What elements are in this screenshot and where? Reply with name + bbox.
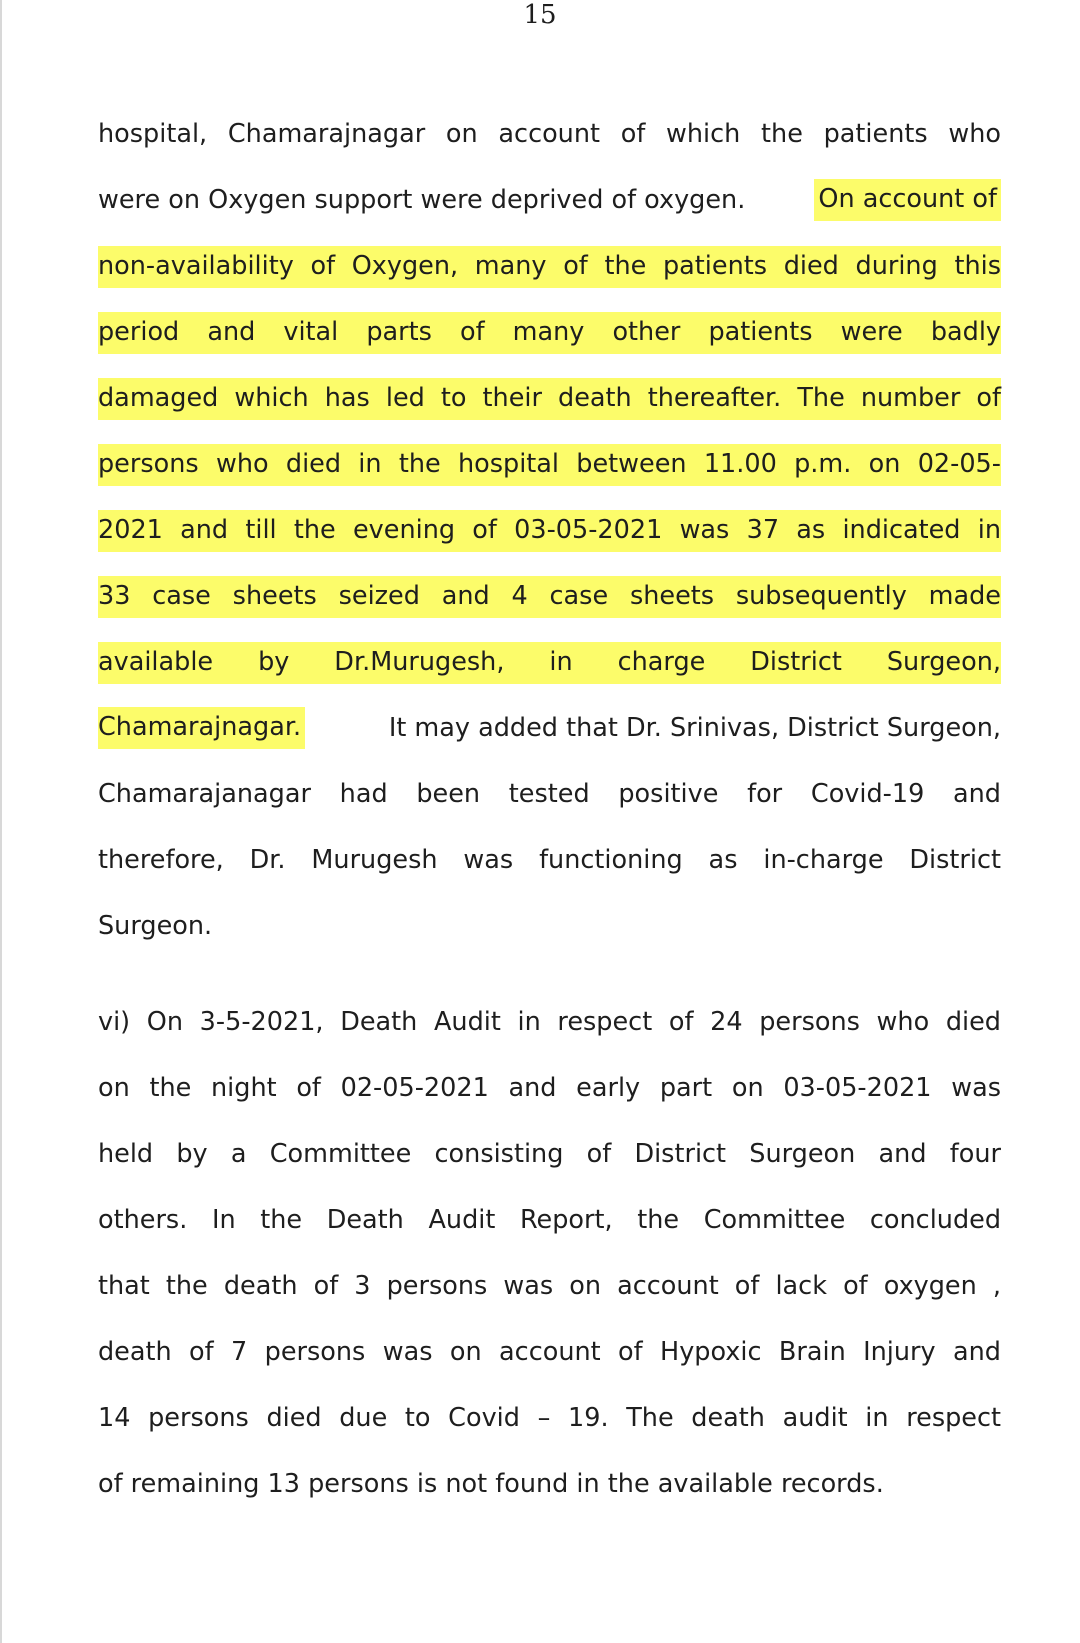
highlighted-text: On account of <box>814 179 1001 221</box>
text-segment: It may added that Dr. Srinivas, District Surgeon, <box>388 713 1001 743</box>
text-line <box>98 497 1001 563</box>
text-line: vi) On 3-5-2021, Death Audit in respect of 24 persons who died <box>98 1007 1001 1037</box>
paragraph-2 <box>98 989 1001 1517</box>
highlighted-text: 33 case sheets seized and 4 case sheets subsequently made <box>98 576 1001 618</box>
text-segment: were on Oxygen support were deprived of oxygen. <box>98 185 746 215</box>
highlighted-text: Chamarajnagar. <box>98 707 305 749</box>
text-line <box>98 629 1001 695</box>
text-line <box>98 365 1001 431</box>
text-line <box>98 695 1001 761</box>
text-line: of remaining 13 persons is not found in the available records. <box>98 1469 884 1499</box>
text-line: held by a Committee consisting of District Surgeon and four <box>98 1139 1001 1169</box>
text-line <box>98 167 1001 233</box>
page-number: 15 <box>523 0 557 30</box>
highlighted-text: persons who died in the hospital between 11.00 p.m. on 02-05- <box>98 444 1001 486</box>
text-line: on the night of 02-05-2021 and early part on 03-05-2021 was <box>98 1073 1001 1103</box>
text-line: others. In the Death Audit Report, the Committee concluded <box>98 1205 1001 1235</box>
text-line <box>98 299 1001 365</box>
highlighted-text: 2021 and till the evening of 03-05-2021 was 37 as indicated in <box>98 510 1001 552</box>
text-line: Chamarajanagar had been tested positive for Covid-19 and <box>98 779 1001 809</box>
text-line <box>98 563 1001 629</box>
text-line <box>98 233 1001 299</box>
highlighted-text: non-availability of Oxygen, many of the patients died during this <box>98 246 1001 288</box>
page-edge <box>0 0 2 1643</box>
paragraph-1 <box>98 101 1001 959</box>
text-line <box>98 431 1001 497</box>
text-line: therefore, Dr. Murugesh was functioning as in-charge District <box>98 845 1001 875</box>
text-line: Surgeon. <box>98 911 213 941</box>
text-line: that the death of 3 persons was on account of lack of oxygen , <box>98 1271 1001 1301</box>
text-line: hospital, Chamarajnagar on account of which the patients who <box>98 119 1001 149</box>
text-line: death of 7 persons was on account of Hypoxic Brain Injury and <box>98 1337 1001 1367</box>
highlighted-text: available by Dr.Murugesh, in charge District Surgeon, <box>98 642 1001 684</box>
highlighted-text: period and vital parts of many other patients were badly <box>98 312 1001 354</box>
text-line: 14 persons died due to Covid – 19. The death audit in respect <box>98 1403 1001 1433</box>
highlighted-text: damaged which has led to their death thereafter. The number of <box>98 378 1001 420</box>
